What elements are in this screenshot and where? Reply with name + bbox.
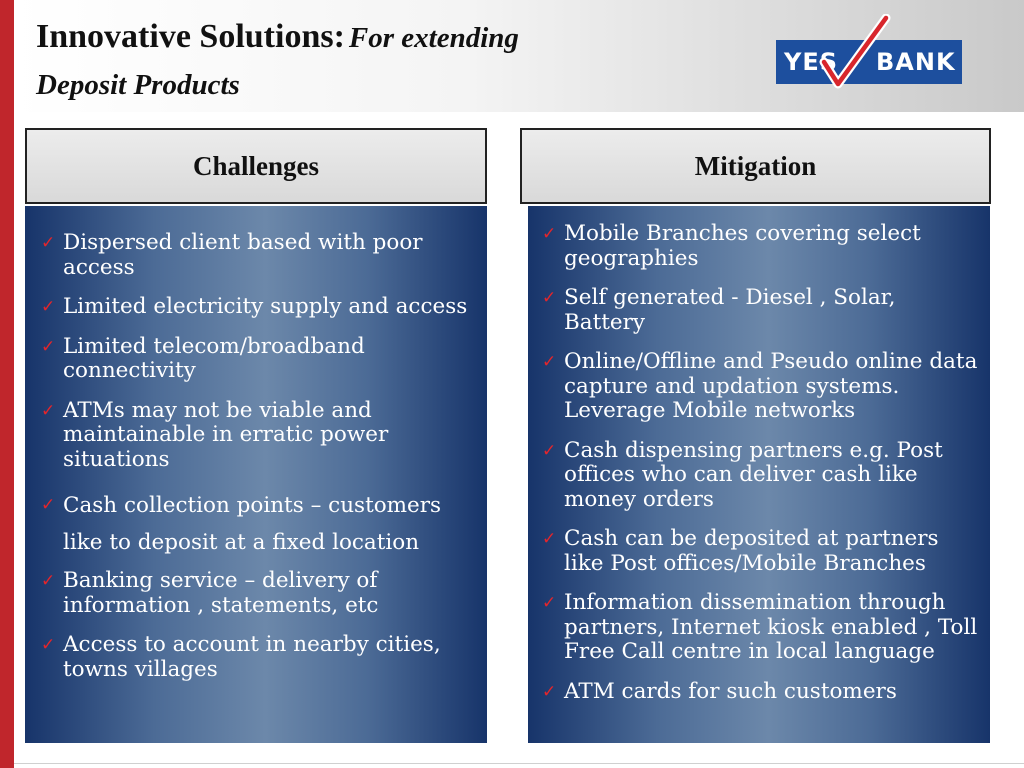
title-italic-2: Deposit Products [36, 69, 240, 101]
list-item-text: Limited electricity supply and access [63, 294, 468, 319]
checkmark-icon: ✓ [542, 529, 557, 549]
list-item-text: Banking service – delivery of information , statements, etc [63, 568, 379, 618]
checkmark-icon: ✓ [542, 288, 557, 308]
slide-title [36, 16, 676, 111]
left-accent-bar [0, 0, 14, 768]
list-item-text: Self generated - Diesel , Solar, Battery [564, 285, 896, 335]
list-item-text: ATMs may not be viable and maintainable in erratic power situations [63, 397, 389, 472]
list-item [540, 591, 980, 665]
list-item [540, 439, 980, 513]
list-item [540, 527, 980, 576]
list-item [540, 350, 980, 424]
yes-bank-logo [776, 40, 962, 84]
checkmark-icon: ✓ [41, 635, 56, 655]
list-item [39, 633, 471, 682]
list-item-text: Online/Offline and Pseudo online data capture and updation systems. Leverage Mobile networks [564, 349, 978, 423]
challenges-heading: Challenges [25, 128, 487, 204]
list-item [540, 286, 980, 335]
list-item-text: ATM cards for such customers [564, 678, 897, 704]
title-main: Innovative Solutions: [36, 18, 345, 55]
checkmark-icon: ✓ [41, 400, 56, 421]
list-item-text: Dispersed client based with poor access [63, 230, 423, 280]
checkmark-icon: ✓ [41, 233, 56, 253]
list-item-text: Cash collection points – customers like to deposit at a fixed location [63, 493, 442, 555]
list-item-text: Access to account in nearby cities, towns villages [63, 632, 441, 682]
logo-text-yes: YES [784, 48, 839, 76]
list-item-text: Information dissemination through partners, Internet kiosk enabled , Toll Free Call centre in local language [564, 590, 978, 664]
list-item [39, 399, 471, 473]
list-item-text: Mobile Branches covering select geographies [564, 221, 921, 271]
title-italic-1: For extending [348, 22, 519, 54]
list-item [540, 680, 980, 705]
list-item [540, 222, 980, 271]
list-item-text: Cash dispensing partners e.g. Post offices who can deliver cash like money orders [564, 437, 943, 512]
list-item [39, 231, 471, 280]
list-item-text: Cash can be deposited at partners like Post offices/Mobile Branches [564, 526, 939, 576]
mitigation-list [540, 222, 980, 719]
list-item [39, 487, 471, 561]
checkmark-icon: ✓ [542, 593, 557, 613]
logo-text-bank: BANK [876, 48, 956, 76]
checkmark-icon: ✓ [542, 352, 557, 372]
checkmark-icon: ✓ [542, 440, 557, 461]
list-item-text: Limited telecom/broadband connectivity [63, 333, 365, 383]
checkmark-icon: ✓ [41, 297, 56, 317]
list-item [39, 569, 471, 618]
mitigation-heading: Mitigation [520, 128, 991, 204]
checkmark-icon: ✓ [542, 681, 557, 702]
checkmark-icon: ✓ [542, 224, 557, 244]
list-item [39, 295, 471, 320]
challenges-panel [25, 206, 487, 743]
list-item [39, 335, 471, 384]
checkmark-icon: ✓ [41, 495, 56, 515]
bottom-divider [14, 763, 1024, 764]
checkmark-icon: ✓ [41, 336, 56, 357]
mitigation-panel [528, 206, 990, 743]
challenges-list [39, 231, 471, 697]
checkmark-icon: ✓ [41, 571, 56, 591]
